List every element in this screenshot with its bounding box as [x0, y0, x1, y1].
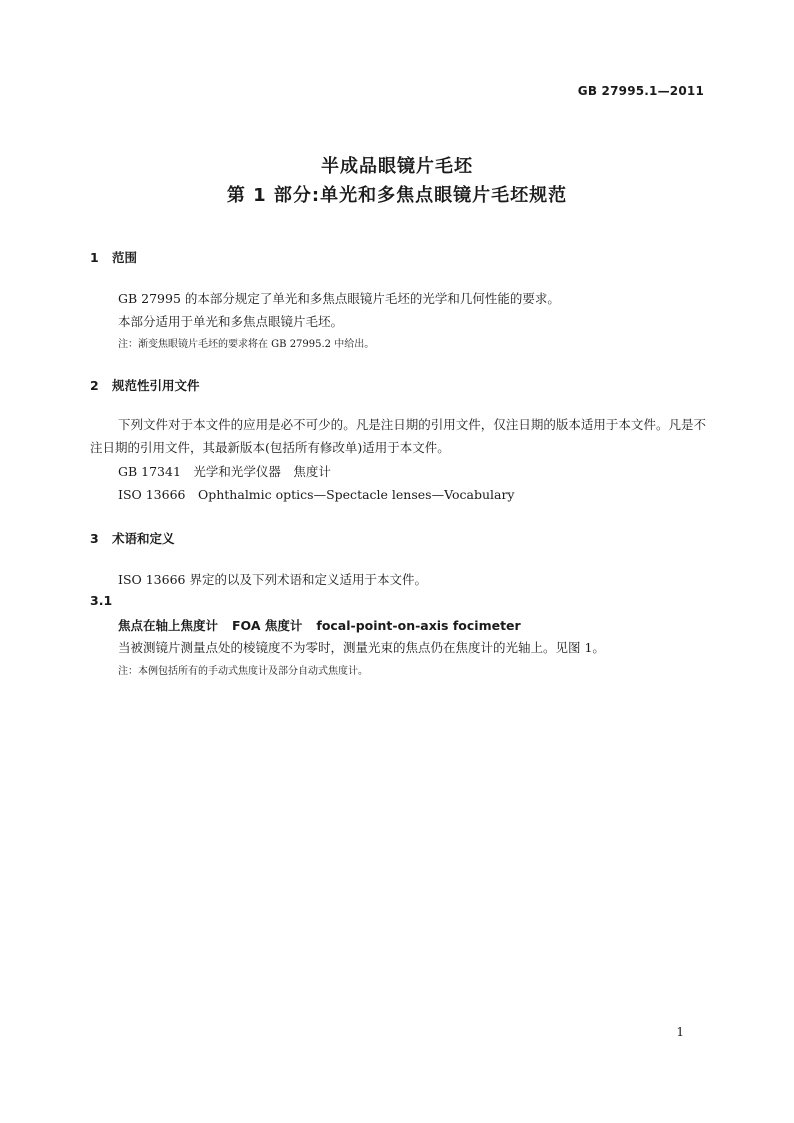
reference-gb-17341: GB 17341 光学和光学仪器 焦度计: [118, 464, 331, 479]
document-subtitle: 第 1 部分:单光和多焦点眼镜片毛坯规范: [226, 185, 568, 206]
term-number: 3.1: [90, 593, 113, 608]
term-definition: 当被测镜片测量点处的棱镜度不为零时，测量光束的焦点仍在焦度计的光轴上。见图 1。: [118, 640, 605, 655]
section-title: 术语和定义: [112, 531, 175, 546]
scope-note: 注：渐变焦眼镜片毛坯的要求将在 GB 27995.2 中给出。: [118, 339, 375, 350]
scope-paragraph-1: GB 27995 的本部分规定了单光和多焦点眼镜片毛坯的光学和几何性能的要求。: [118, 291, 560, 306]
term-name-cn: 焦点在轴上焦度计: [118, 618, 219, 633]
page-number: 1: [676, 1025, 684, 1039]
section-2-heading: [90, 376, 200, 394]
scope-paragraph-2: 本部分适用于单光和多焦点眼镜片毛坯。: [118, 314, 344, 329]
section-number: 1: [90, 250, 99, 265]
standard-code: GB 27995.1—2011: [577, 84, 704, 98]
references-paragraph: 下列文件对于本文件的应用是必不可少的。凡是注日期的引用文件，仅注日期的版本适用于本文件。凡是不注日期的引用文件，其最新版本(包括所有修改单)适用于本文件。: [90, 417, 706, 455]
term-note: 注：本例包括所有的手动式焦度计及部分自动式焦度计。: [118, 666, 368, 677]
term-name-en: focal-point-on-axis focimeter: [316, 618, 521, 633]
term-entry: [118, 616, 535, 634]
term-abbreviation: FOA 焦度计: [232, 618, 303, 633]
terms-paragraph: ISO 13666 界定的以及下列术语和定义适用于本文件。: [118, 572, 427, 587]
section-title: 范围: [112, 250, 138, 265]
section-3-heading: [90, 529, 175, 547]
reference-iso-13666: ISO 13666 Ophthalmic optics—Spectacle lenses—Vocabulary: [118, 487, 515, 502]
section-number: 2: [90, 378, 99, 393]
section-1-heading: [90, 248, 137, 266]
section-title: 规范性引用文件: [112, 378, 200, 393]
document-title: 半成品眼镜片毛坯: [321, 156, 473, 177]
section-number: 3: [90, 531, 99, 546]
